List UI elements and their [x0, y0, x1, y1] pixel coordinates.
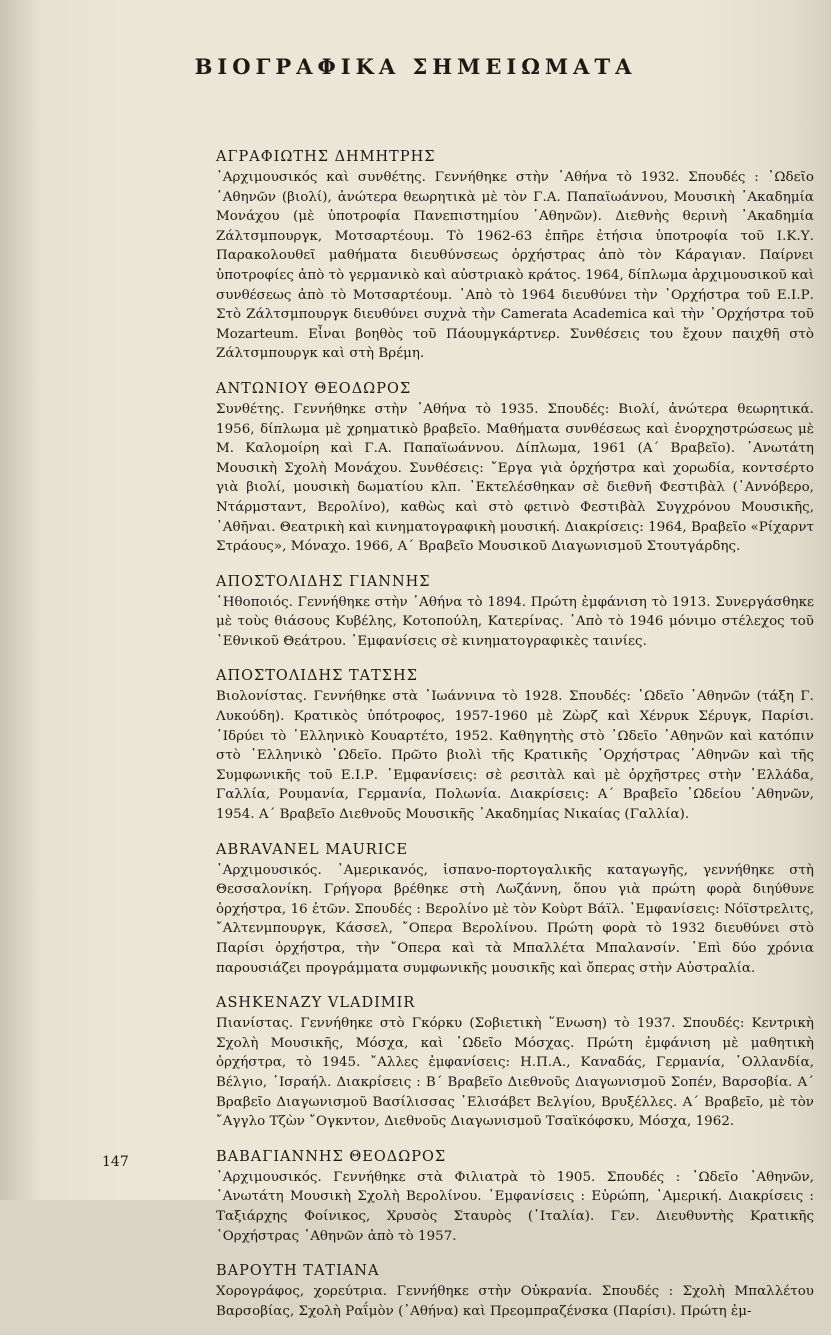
entry-name: ΑΝΤΩΝΙΟΥ ΘΕΟΔΩΡΟΣ [216, 380, 412, 397]
entry-name: ΒΑΡΟΥΤΗ ΤΑΤΙΑΝΑ [216, 1263, 380, 1280]
entry-text: ᾿Αρχιμουσικός. Γεννήθηκε στὰ Φιλιατρὰ τὸ 1905. Σπουδές : ᾿Ωδεῖο ᾿Αθηνῶν, ᾿Ανωτάτη Μουσικὴ Σχολὴ Βερολίνου. ᾿Εμφανίσεις : Εὐρώπη, ᾿Αμερική. Διακρίσεις : Ταξιάρχης Φοίνικος, Χρυσὸς Σταυρὸς (᾿Ιταλία). Γεν. Διευθυντὴς Κρατικῆς ᾿Ορχήστρας ᾿Αθηνῶν ἀπὸ τὸ 1957. [216, 1169, 814, 1244]
entry-text: Πιανίστας. Γεννήθηκε στὸ Γκόρκυ (Σοβιετικὴ ῞Ενωση) τὸ 1937. Σπουδές: Κεντρικὴ Σχολὴ Μουσικῆς, Μόσχα, καὶ ᾿Ωδεῖο Μόσχας. Πρώτη ἐμφάνιση μὲ μαθητικὴ ὀρχήστρα, τὸ 1945. ῎Αλλες ἐμφανίσεις: Η.Π.Α., Καναδάς, Γερμανία, ῾Ολλανδία, Βέλγιο, ᾿Ισραήλ. Διακρίσεις : Β΄ Βραβεῖο Διεθνοῦς Διαγωνισμοῦ Σοπέν, Βαρσοβία. Α΄ Βραβεῖο Διαγωνισμοῦ Βασίλισσας ᾿Ελισάβετ Βελγίου, Βρυξέλλες. Α΄ Βραβεῖο, μὲ τὸν ῎Αγγλο Τζὼν ῎Ογκντον, Διεθνοῦς Διαγωνισμοῦ Τσαϊκόφσκυ, Μόσχα, 1962. [216, 1016, 814, 1130]
biography-entry [216, 1260, 814, 1321]
biography-entry [216, 571, 814, 652]
biography-entry [216, 146, 814, 364]
biography-entry [216, 665, 814, 824]
entry-name: ΑΠΟΣΤΟΛΙΔΗΣ ΤΑΤΣΗΣ [216, 668, 418, 685]
entry-text: ᾿Αρχιμουσικός καὶ συνθέτης. Γεννήθηκε στὴν ᾿Αθήνα τὸ 1932. Σπουδές : ᾿Ωδεῖο ᾿Αθηνῶν (βιολί), ἀνώτερα θεωρητικὰ μὲ τὸν Γ.Α. Παπαϊωάννου, Μουσικὴ ᾿Ακαδημία Μονάχου (μὲ ὑποτροφία Πανεπιστημίου ᾿Αθηνῶν). Διεθνὴς θερινὴ ᾿Ακαδημία Ζάλτσμπουργκ, Μοτσαρτέουμ. Τὸ 1962-63 ἐπῆρε ἐτήσια ὑποτροφία τοῦ Ι.Κ.Υ. Παρακολουθεῖ μαθήματα διευθύνσεως ὀρχήστρας ἀπὸ τὸν Κάραγιαν. Παίρνει ὑποτροφίες ἀπὸ τὸ γερμανικὸ καὶ αὐστριακὸ κράτος. 1964, δίπλωμα ἀρχιμουσικοῦ καὶ συνθέσεως ἀπὸ τὸ Μοτσαρτέουμ. ᾿Απὸ τὸ 1964 διευθύνει τὴν ᾿Ορχήστρα τοῦ Ε.Ι.Ρ. Στὸ Ζάλτσμπουργκ διευθύνει συχνὰ τὴν Camerata Academica καὶ τὴν ᾿Ορχήστρα τοῦ Mozarteum. Εἶναι βοηθὸς τοῦ Πάουμγκάρτνερ. Συνθέσεις του ἔχουν παιχθῆ στὸ Ζάλτσμπουργκ καὶ στὴ Βρέμη. [216, 170, 814, 362]
entry-text: ᾿Αρχιμουσικός. ᾿Αμερικανός, ἱσπανο-πορτογαλικῆς καταγωγῆς, γεννήθηκε στὴ Θεσσαλονίκη. Γρήγορα βρέθηκε στὴ Λωζάννη, ὅπου γιὰ πρώτη φορὰ διηύθυνε ὀρχήστρα, 16 ἐτῶν. Σπουδές : Βερολίνο μὲ τὸν Κοὺρτ Βάϊλ. ᾿Εμφανίσεις: Νόϊστρελιτς, ῎Αλτενμπουργκ, Κάσσελ, ῎Οπερα Βερολίνου. Πρώτη φορὰ τὸ 1932 διευθύνει στὸ Παρίσι ὀρχήστρα, τὴν ῎Οπερα καὶ τὰ Μπαλλέτα Μπαλανσίν. ᾿Επὶ δύο χρόνια παρουσιάζει προγράμματα συμφωνικῆς μουσικῆς καὶ ὄπερας στὴν Αὐστραλία. [216, 862, 814, 976]
entry-name: ΒΑΒΑΓΙΑΝΝΗΣ ΘΕΟΔΩΡΟΣ [216, 1148, 447, 1165]
biography-list [216, 146, 814, 1335]
page-number: 147 [102, 1154, 129, 1170]
entry-name: ASHKENAZY VLADIMIR [216, 995, 416, 1012]
biography-entry [216, 992, 814, 1132]
entry-name: ΑΓΡΑΦΙΩΤΗΣ ΔΗΜΗΤΡΗΣ [216, 149, 436, 165]
entry-text: Βιολονίστας. Γεννήθηκε στὰ ᾿Ιωάννινα τὸ 1928. Σπουδές: ᾿Ωδεῖο ᾿Αθηνῶν (τάξη Γ. Λυκούδη). Κρατικὸς ὑπότροφος, 1957-1960 μὲ Ζὼρζ καὶ Χένρυκ Σέρυγκ, Παρίσι. ῾Ιδρύει τὸ ῾Ελληνικὸ Κουαρτέτο, 1952. Καθηγητὴς στὸ ᾿Ωδεῖο ᾿Αθηνῶν καὶ κατόπιν στὸ ῾Ελληνικὸ ᾿Ωδεῖο. Πρῶτο βιολὶ τῆς Κρατικῆς ᾿Ορχήστρας ᾿Αθηνῶν καὶ τῆς Συμφωνικῆς τοῦ Ε.Ι.Ρ. ᾿Εμφανίσεις: σὲ ρεσιτὰλ καὶ μὲ ὀρχῆστρες στὴν ῾Ελλάδα, Γαλλία, Ρουμανία, Γερμανία, Πολωνία. Διακρίσεις: Α΄ Βραβεῖο ᾿Ωδείου ᾿Αθηνῶν, 1954. Α΄ Βραβεῖο Διεθνοῦς Μουσικῆς ᾿Ακαδημίας Νικαίας (Γαλλία). [216, 689, 814, 823]
entry-text: ῾Ηθοποιός. Γεννήθηκε στὴν ᾿Αθήνα τὸ 1894. Πρώτη ἐμφάνιση τὸ 1913. Συνεργάσθηκε μὲ τοὺς θιάσους Κυβέλης, Κοτοπούλη, Κατερίνας. ᾿Απὸ τὸ 1946 μόνιμο στέλεχος τοῦ ᾿Εθνικοῦ Θεάτρου. ᾿Εμφανίσεις σὲ κινηματογραφικὲς ταινίες. [216, 594, 814, 649]
entry-name: ΑΠΟΣΤΟΛΙΔΗΣ ΓΙΑΝΝΗΣ [216, 573, 431, 590]
biography-entry [216, 839, 814, 979]
page-title: ΒΙΟΓΡΑΦΙΚΑ ΣΗΜΕΙΩΜΑΤΑ [194, 54, 637, 79]
entry-text: Χορογράφος, χορεύτρια. Γεννήθηκε στὴν Οὐκρανία. Σπουδές : Σχολὴ Μπαλλέτου Βαρσοβίας, Σχολὴ Ραΐμὸν (᾿Αθήνα) καὶ Πρεομπραζένσκα (Παρίσι). Πρώτη ἐμ- [216, 1284, 814, 1319]
biography-entry [216, 378, 814, 557]
biography-entry [216, 1146, 814, 1246]
entry-text: Συνθέτης. Γεννήθηκε στὴν ᾿Αθήνα τὸ 1935. Σπουδές: Βιολί, ἀνώτερα θεωρητικά. 1956, δίπλωμα μὲ χρηματικὸ βραβεῖο. Μαθήματα συνθέσεως καὶ ἐνορχηστρώσεως μὲ Μ. Καλομοίρη καὶ Γ.Α. Παπαϊωάννου. Δίπλωμα, 1961 (Α΄ Βραβεῖο). ᾿Ανωτάτη Μουσικὴ Σχολὴ Μονάχου. Συνθέσεις: ῎Εργα γιὰ ὀρχήστρα καὶ χορωδία, κοντσέρτο γιὰ βιολί, μουσικὴ δωματίου κλπ. ᾿Εκτελέσθηκαν σὲ διεθνῆ Φεστιβὰλ (᾿Αννόβερο, Ντάρμσταντ, Βερολίνο), καθὼς καὶ στὸ φετινὸ Φεστιβὰλ Συγχρόνου Μουσικῆς, ᾿Αθῆναι. Θεατρικὴ καὶ κινηματογραφικὴ μουσική. Διακρίσεις: 1964, Βραβεῖο «Ρίχαρντ Στράους», Μόναχο. 1966, Α΄ Βραβεῖο Μουσικοῦ Διαγωνισμοῦ Στουτγάρδης. [216, 401, 814, 555]
entry-name: ABRAVANEL MAURICE [216, 841, 409, 858]
